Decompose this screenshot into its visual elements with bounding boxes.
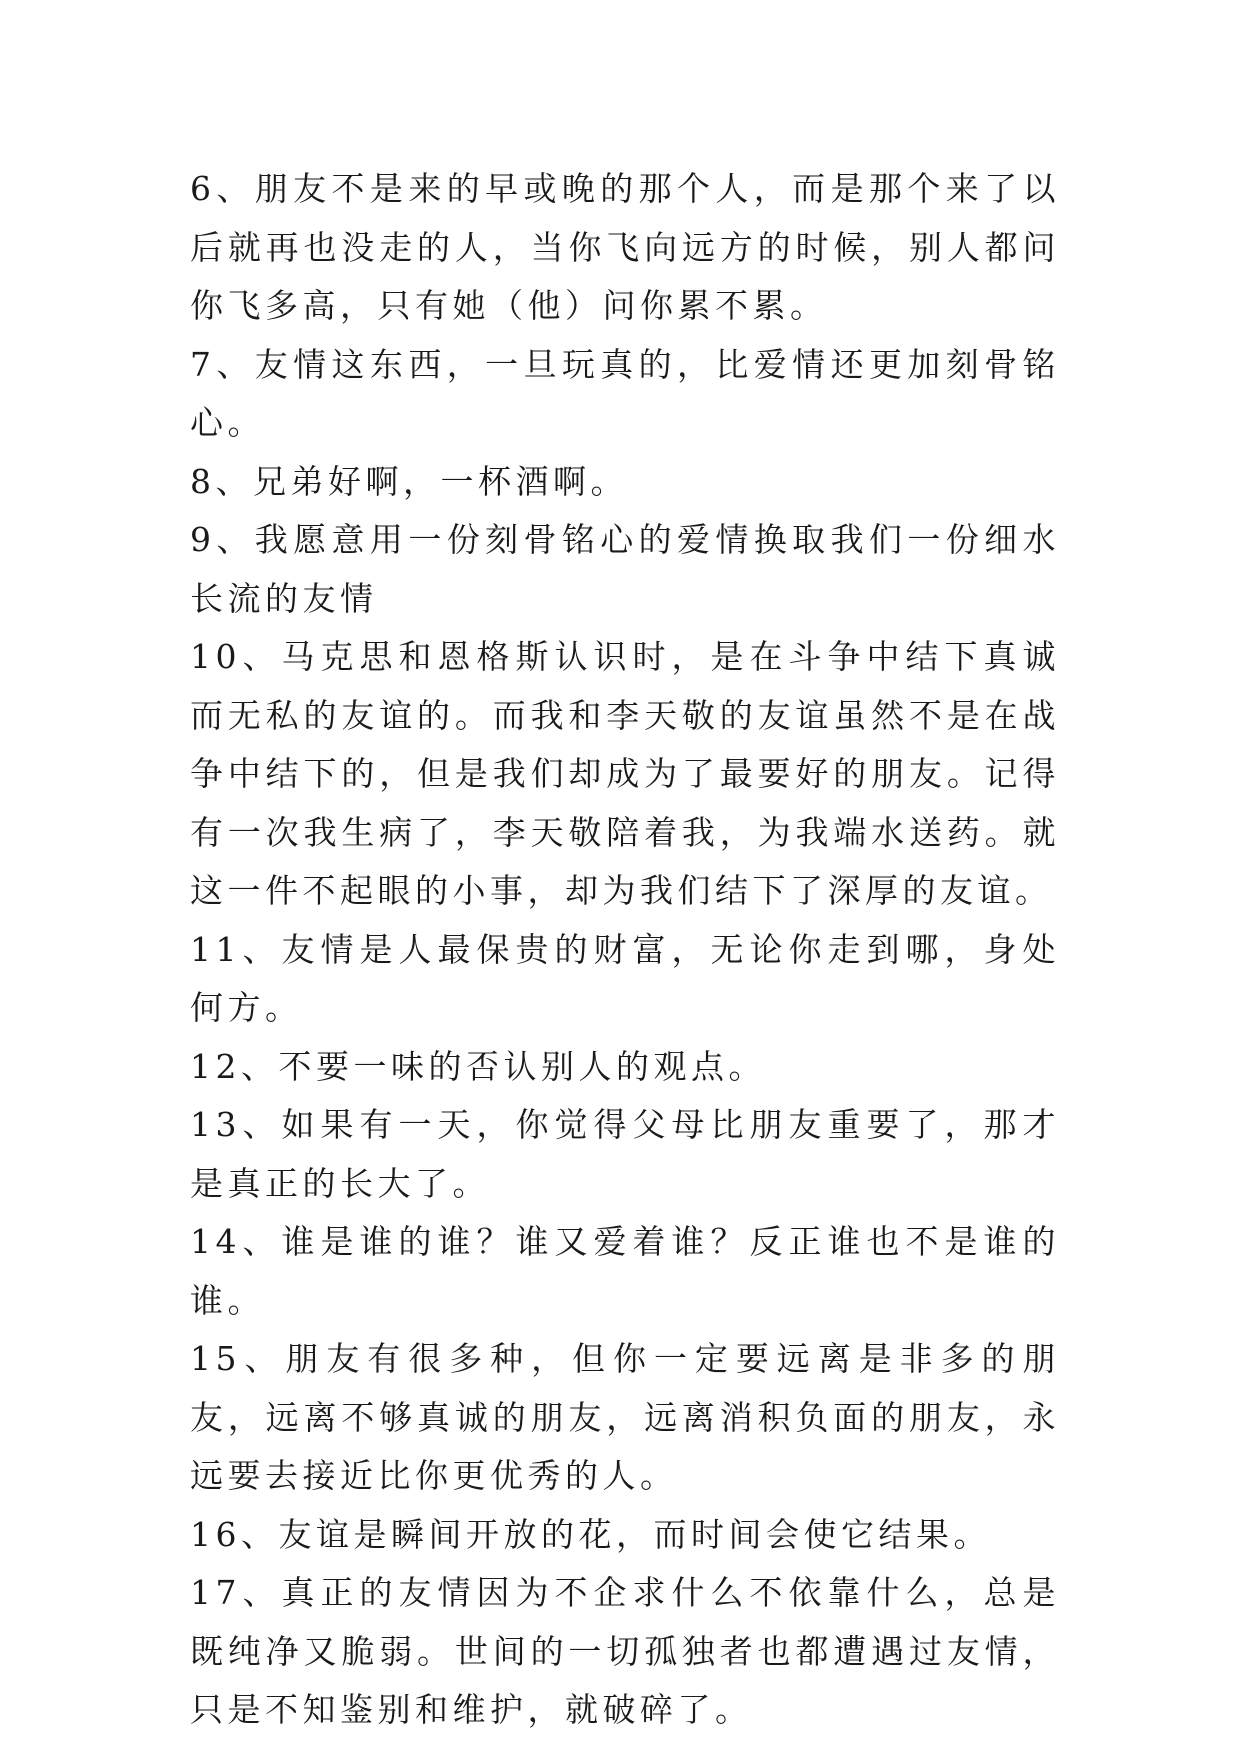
document-body: [190, 160, 1060, 1740]
paragraph-7: 7、友情这东西，一旦玩真的，比爱情还更加刻骨铭心。: [190, 344, 1060, 442]
paragraph-17: 17、真正的友情因为不企求什么不依靠什么，总是既纯净又脆弱。世间的一切孤独者也都遭遇过友情，只是不知鉴别和维护，就破碎了。: [190, 1573, 1060, 1729]
paragraph-8: 8、兄弟好啊，一杯酒啊。: [190, 461, 628, 501]
paragraph-13: 13、如果有一天，你觉得父母比朋友重要了，那才是真正的长大了。: [190, 1105, 1060, 1203]
paragraph-11: 11、友情是人最保贵的财富，无论你走到哪，身处何方。: [190, 929, 1060, 1027]
paragraph-15: 15、朋友有很多种，但你一定要远离是非多的朋友，远离不够真诚的朋友，远离消积负面的朋友，永远要去接近比你更优秀的人。: [190, 1339, 1060, 1495]
paragraph-6: 6、朋友不是来的早或晚的那个人，而是那个来了以后就再也没走的人，当你飞向远方的时候，别人都问你飞多高，只有她（他）问你累不累。: [190, 169, 1060, 325]
paragraph-12: 12、不要一味的否认别人的观点。: [190, 1046, 766, 1086]
paragraph-14: 14、谁是谁的谁？谁又爱着谁？反正谁也不是谁的谁。: [190, 1222, 1060, 1320]
paragraph-10: 10、马克思和恩格斯认识时，是在斗争中结下真诚而无私的友谊的。而我和李天敬的友谊虽然不是在战争中结下的，但是我们却成为了最要好的朋友。记得有一次我生病了，李天敬陪着我，为我端水送药。就这一件不起眼的小事，却为我们结下了深厚的友谊。: [190, 637, 1060, 910]
paragraph-9: 9、我愿意用一份刻骨铭心的爱情换取我们一份细水长流的友情: [190, 520, 1060, 618]
paragraph-16: 16、友谊是瞬间开放的花，而时间会使它结果。: [190, 1514, 991, 1554]
